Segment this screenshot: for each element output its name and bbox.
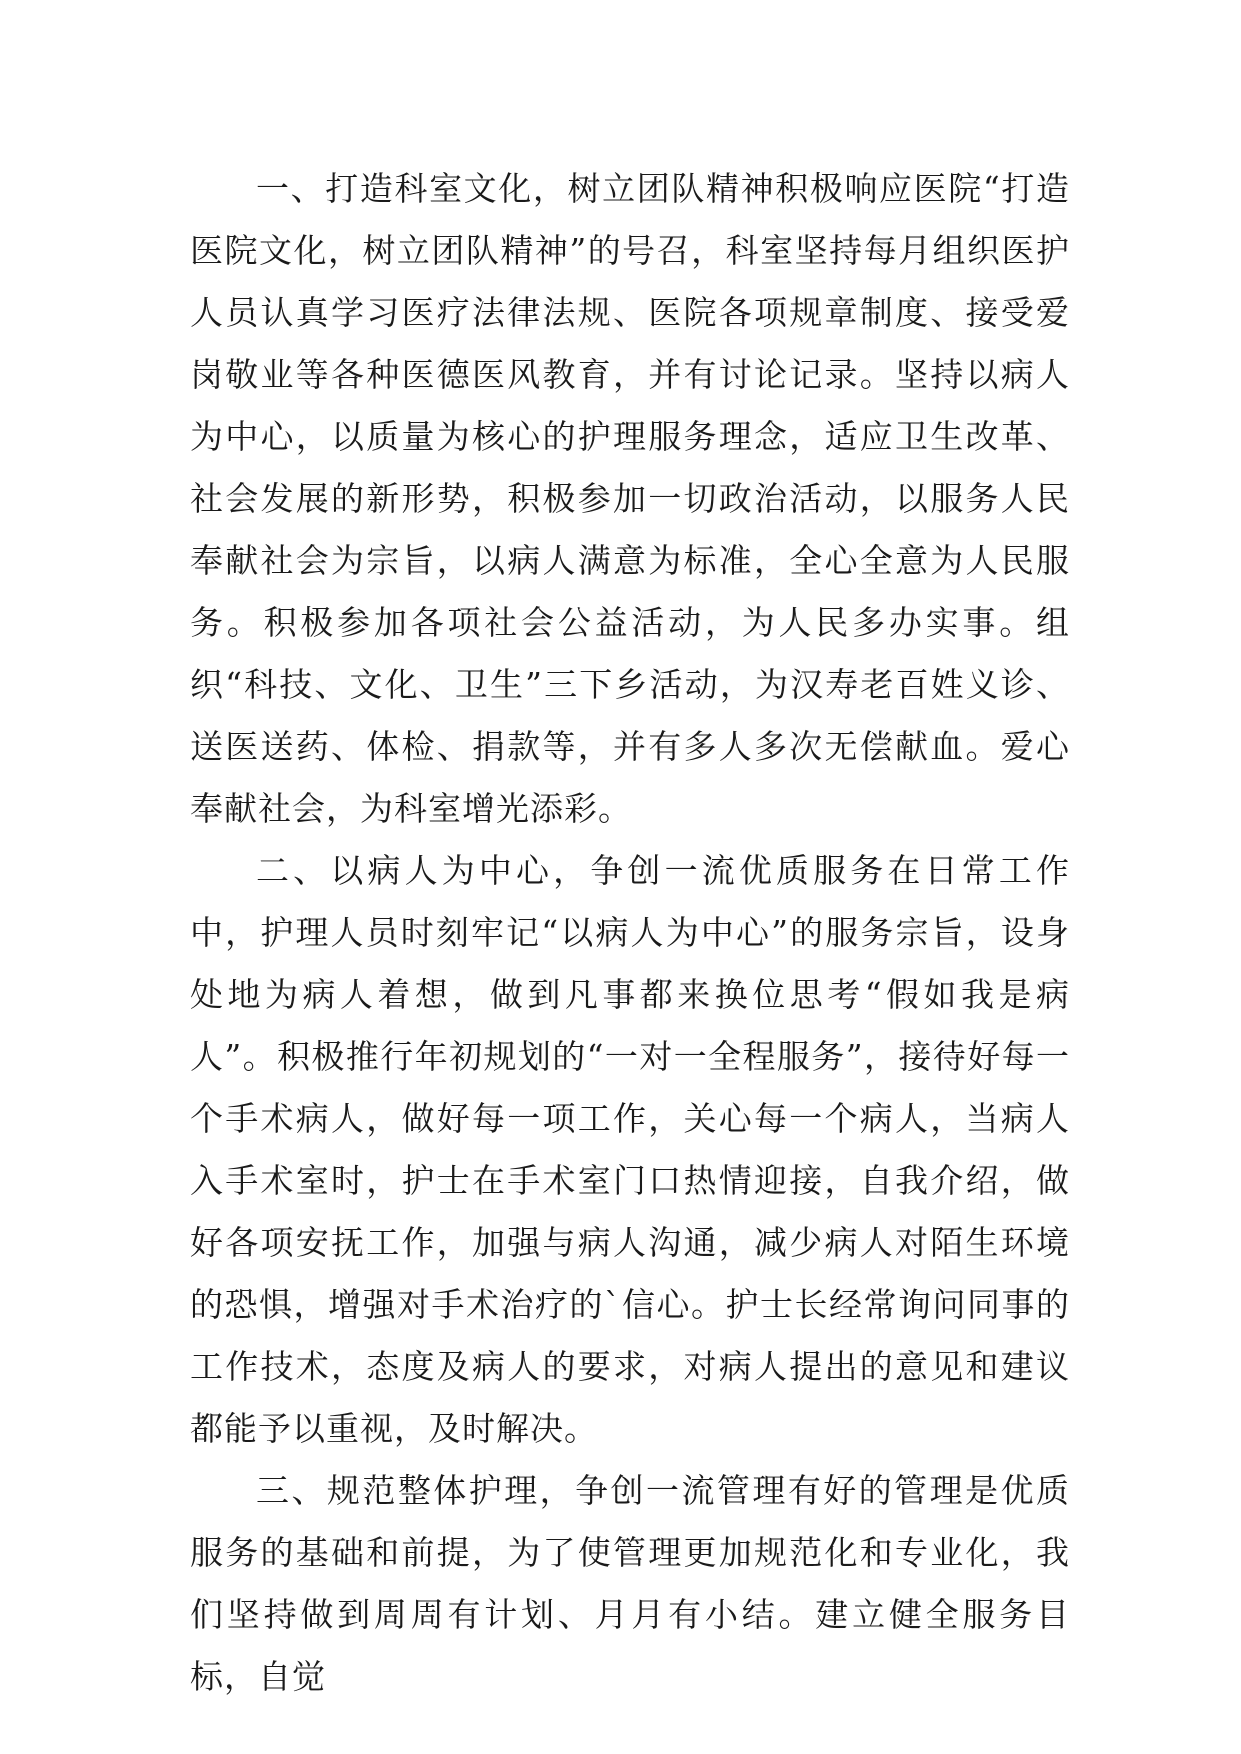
paragraph-2: 二、以病人为中心，争创一流优质服务在日常工作中，护理人员时刻牢记“以病人为中心”的服务宗旨，设身处地为病人着想，做到凡事都来换位思考“假如我是病人”。积极推行年初规划的“一对一全程服务”，接待好每一个手术病人，做好每一项工作，关心每一个病人，当病人入手术室时，护士在手术室门口热情迎接，自我介绍，做好各项安抚工作，加强与病人沟通，减少病人对陌生环境的恐惧，增强对手术治疗的`信心。护士长经常询问同事的工作技术，态度及病人的要求，对病人提出的意见和建议都能予以重视，及时解决。 [190,851,1070,1448]
paragraph-3: 三、规范整体护理，争创一流管理有好的管理是优质服务的基础和前提，为了使管理更加规范化和专业化，我们坚持做到周周有计划、月月有小结。建立健全服务目标，自觉 [190,1471,1070,1696]
paragraph-1: 一、打造科室文化，树立团队精神积极响应医院“打造医院文化，树立团队精神”的号召，科室坚持每月组织医护人员认真学习医疗法律法规、医院各项规章制度、接受爱岗敬业等各种医德医风教育，并有讨论记录。坚持以病人为中心，以质量为核心的护理服务理念，适应卫生改革、社会发展的新形势，积极参加一切政治活动，以服务人民奉献社会为宗旨，以病人满意为标准，全心全意为人民服务。积极参加各项社会公益活动，为人民多办实事。组织“科技、文化、卫生”三下乡活动，为汉寿老百姓义诊、送医送药、体检、捐款等，并有多人多次无偿献血。爱心奉献社会，为科室增光添彩。 [190,169,1070,828]
document-body [190,158,1070,1708]
